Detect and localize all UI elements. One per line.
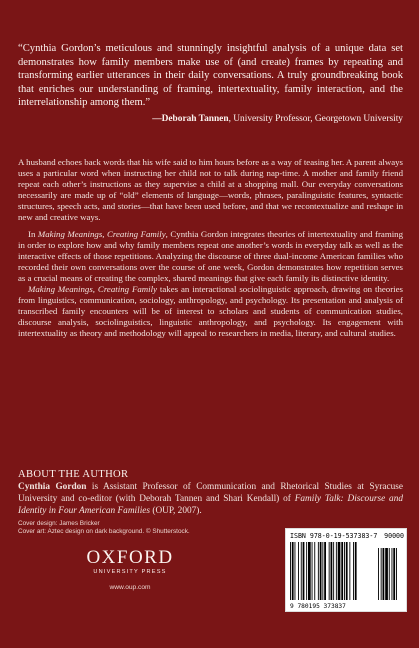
endorsement-author-title: , University Professor, Georgetown University bbox=[228, 113, 403, 124]
isbn-number: ISBN 978-0-19-537383-7 bbox=[290, 532, 378, 540]
barcode-bar bbox=[341, 542, 343, 600]
barcode-bar bbox=[324, 542, 326, 600]
barcode-bar bbox=[338, 542, 341, 600]
publisher-logo bbox=[60, 548, 200, 592]
barcode-bar bbox=[336, 542, 337, 600]
barcode-bar bbox=[322, 542, 323, 600]
barcode-bar bbox=[292, 542, 294, 600]
description-p2-title: Making Meanings, Creating Family bbox=[37, 228, 166, 239]
about-heading: ABOUT THE AUTHOR bbox=[18, 469, 129, 480]
isbn-text bbox=[290, 532, 404, 540]
publisher-name: OXFORD bbox=[86, 547, 174, 568]
barcode-bar bbox=[314, 542, 315, 600]
barcode-addon-bar bbox=[392, 548, 393, 600]
author-bio-body: is Assistant Professor of Communication and Rhetorical Studies at Syracuse University and co-editor (with Deborah Tannen and Shari Kendall) of bbox=[18, 482, 403, 504]
publisher-url: www.oup.com bbox=[109, 584, 151, 591]
barcode-bars bbox=[290, 542, 404, 602]
author-bio-end: (OUP, 2007). bbox=[150, 506, 202, 516]
book-description bbox=[18, 157, 403, 345]
isbn-addon: 90000 bbox=[384, 532, 404, 540]
about-author bbox=[18, 468, 403, 517]
barcode-bar bbox=[349, 542, 350, 600]
endorsement-author: —Deborah Tannen bbox=[152, 113, 229, 124]
barcode-addon-bar bbox=[396, 548, 397, 600]
barcode-bar bbox=[331, 542, 333, 600]
barcode-addon-bar bbox=[385, 548, 388, 600]
barcode-bar bbox=[295, 542, 296, 600]
barcode-bar bbox=[320, 542, 322, 600]
barcode-bar bbox=[344, 542, 345, 600]
barcode-addon-bar bbox=[389, 548, 390, 600]
description-p3-title: Making Meanings, Creating Family bbox=[28, 284, 157, 295]
barcode-bar bbox=[346, 542, 348, 600]
publisher-press: UNIVERSITY PRESS bbox=[93, 569, 167, 575]
barcode-bar bbox=[303, 542, 305, 600]
barcode-bar bbox=[306, 542, 307, 600]
barcode-bar bbox=[301, 542, 302, 600]
cover-design-credit: Cover design: James Bricker bbox=[18, 520, 100, 527]
description-p2-body: , Cynthia Gordon integrates theories of intertextuality and framing in order to explore how and why family members repeat one another’s words in everyday talk as well as the interactive effects of those repetitions. Analyzing the discourse of three dual-income American families who recorded their own conversations over the course of one week, Gordon demonstrates how repetition serves as a crucial means of creating the complex, shared meanings that give each family its distinctive identity. bbox=[18, 228, 404, 283]
barcode-bar bbox=[333, 542, 334, 600]
cover-credits bbox=[18, 520, 258, 537]
endorsement-attribution bbox=[18, 113, 403, 125]
barcode-bar bbox=[353, 542, 354, 600]
endorsement-quote: “Cynthia Gordon’s meticulous and stunningly insightful analysis of a unique data set demonstrates how family members make use of (and create) frames by repeating and transforming earlier utterances in their daily conversations. A truly groundbreaking book that enriches our understanding of framing, intertextuality, family interaction, and the interrelationship among them.” bbox=[18, 43, 403, 108]
barcode-bar bbox=[318, 542, 319, 600]
barcode-digits: 9 780195 373837 bbox=[290, 603, 346, 610]
description-paragraph-1: A husband echoes back words that his wife said to him hours before as a way of teasing her. A parent always uses a particular word when instructing her child not to talk during nap-time. A mother and family friend repeat each other’s instructions as they supervise a child at a shopping mall. Our everyday conversations necessarily are made up of “old” elements of language—words, phrases, paralinguistic features, syntactic structures, speech acts, and stories—that have been used before, and that we recontextualize and reshape in new and creative ways. bbox=[18, 157, 403, 223]
barcode-addon-bar bbox=[393, 548, 395, 600]
description-p3-body: takes an interactional sociolinguistic approach, drawing on theories from linguistics, communication, sociology, anthropology, and psychology. Its presentation and analysis of transcribed family encounters will be of interest to scholars and students of communication studies, discourse analysis, sociolinguistics, linguistic anthropology, and psychology. Its engagement with intertextuality as theory and methodology will appeal to researchers in media, literary, and cultural studies. bbox=[18, 284, 403, 339]
endorsement-block bbox=[18, 42, 403, 125]
isbn-barcode bbox=[285, 528, 407, 612]
author-bio bbox=[18, 481, 403, 517]
author-name: Cynthia Gordon bbox=[18, 482, 87, 492]
barcode-bar bbox=[329, 542, 330, 600]
barcode-bar bbox=[312, 542, 313, 600]
barcode-addon-bar bbox=[383, 548, 385, 600]
barcode-addon-bar bbox=[378, 548, 379, 600]
barcode-bar bbox=[355, 542, 357, 600]
barcode-addon-bar bbox=[381, 548, 382, 600]
author-book-title: Family Talk: Discourse and Identity in Four American Families bbox=[18, 494, 403, 516]
barcode-bar bbox=[308, 542, 311, 600]
description-p2-lead: In bbox=[28, 228, 38, 239]
cover-art-credit: Cover art: Aztec design on dark background. © Shutterstock. bbox=[18, 528, 190, 536]
description-paragraph-3 bbox=[18, 284, 403, 339]
barcode-bar bbox=[290, 542, 291, 600]
description-paragraph-2 bbox=[18, 229, 403, 284]
barcode-bar bbox=[298, 542, 299, 600]
